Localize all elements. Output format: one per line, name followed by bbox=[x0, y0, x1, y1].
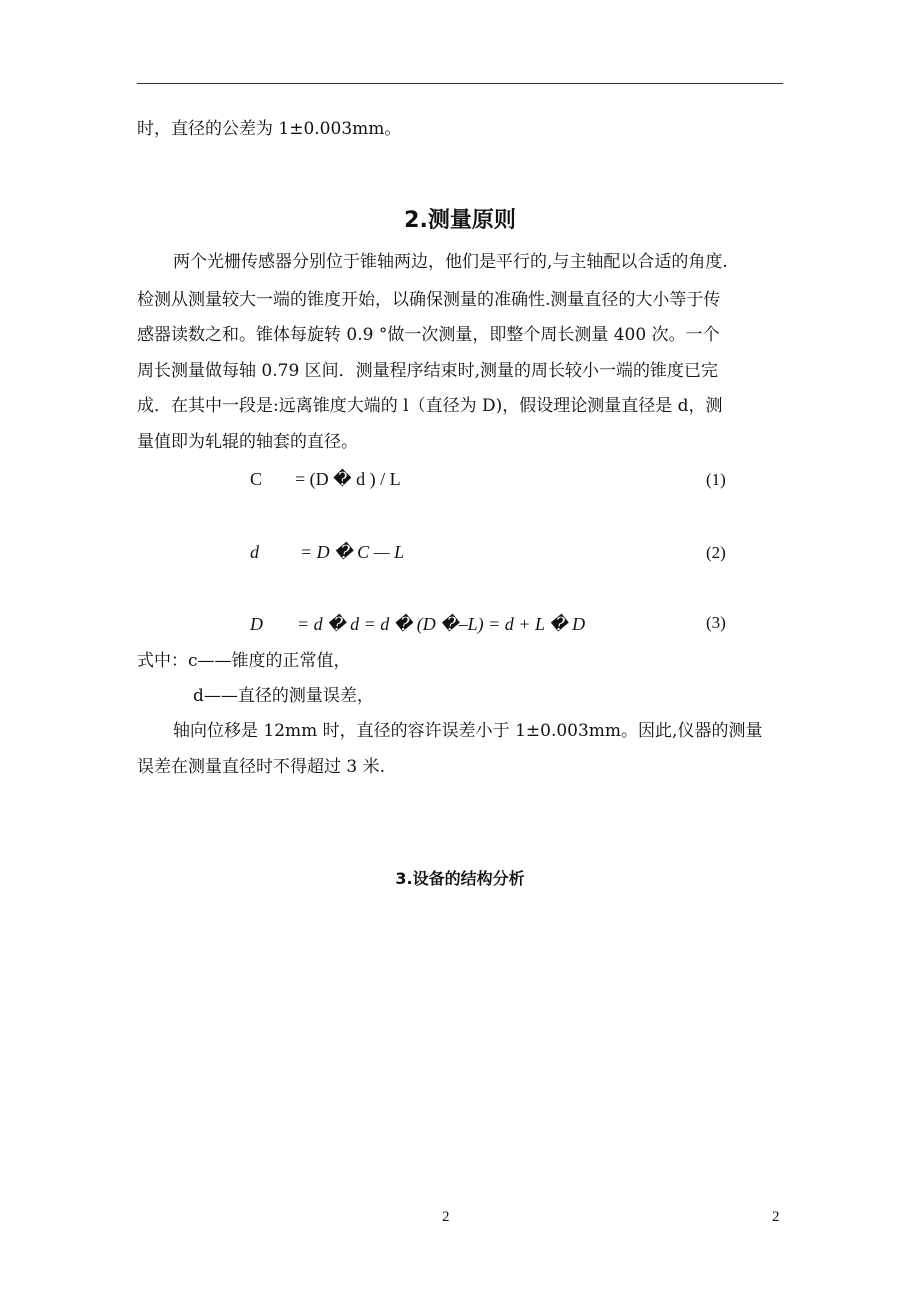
closing-line-1: 轴向位移是 12mm 时，直径的容许误差小于 1±0.003mm。因此,仪器的测量 bbox=[173, 721, 763, 741]
paragraph-line-2: 检测从测量较大一端的锥度开始，以确保测量的准确性.测量直径的大小等于传 bbox=[137, 290, 721, 310]
equation-3-rhs: = d � d = d � (D �–L) = d + L � D bbox=[297, 614, 586, 634]
section-3-heading: 3.设备的结构分析 bbox=[395, 869, 525, 888]
equation-2-number: (2) bbox=[706, 543, 726, 562]
paragraph-line-1: 两个光栅传感器分别位于锥轴两边，他们是平行的,与主轴配以合适的角度. bbox=[173, 252, 728, 272]
equation-1-lhs: C bbox=[250, 469, 263, 489]
paragraph-line-5: 成．在其中一段是:远离锥度大端的 l（直径为 D)，假设理论测量直径是 d，测 bbox=[137, 396, 723, 416]
paragraph-line-4: 周长测量做每轴 0.79 区间．测量程序结束时,测量的周长较小一端的锥度已完 bbox=[137, 361, 719, 381]
equation-1-rhs: = (D � d ) / L bbox=[295, 469, 401, 489]
where-label: 式中：c——锥度的正常值， bbox=[137, 651, 351, 671]
equation-1-number: (1) bbox=[706, 470, 726, 489]
equation-3-number: (3) bbox=[706, 613, 726, 632]
page-number-right: 2 bbox=[772, 1209, 780, 1225]
equation-2-rhs: = D � C — L bbox=[300, 542, 405, 562]
equation-2-lhs: d bbox=[250, 542, 259, 562]
equation-3-lhs: D bbox=[250, 614, 263, 634]
page-number-center: 2 bbox=[442, 1209, 450, 1225]
section-2-heading: 2.测量原则 bbox=[404, 208, 516, 233]
closing-line-2: 误差在测量直径时不得超过 3 米. bbox=[137, 757, 386, 777]
paragraph-line-3: 感器读数之和。锥体每旋转 0.9 °做一次测量，即整个周长测量 400 次。一个 bbox=[137, 325, 720, 345]
header-rule bbox=[137, 83, 783, 84]
where-item: d——直径的测量误差， bbox=[193, 686, 374, 706]
paragraph-line-6: 量值即为轧辊的轴套的直径。 bbox=[137, 432, 358, 452]
continued-text-line: 时，直径的公差为 1±0.003mm。 bbox=[137, 119, 402, 139]
